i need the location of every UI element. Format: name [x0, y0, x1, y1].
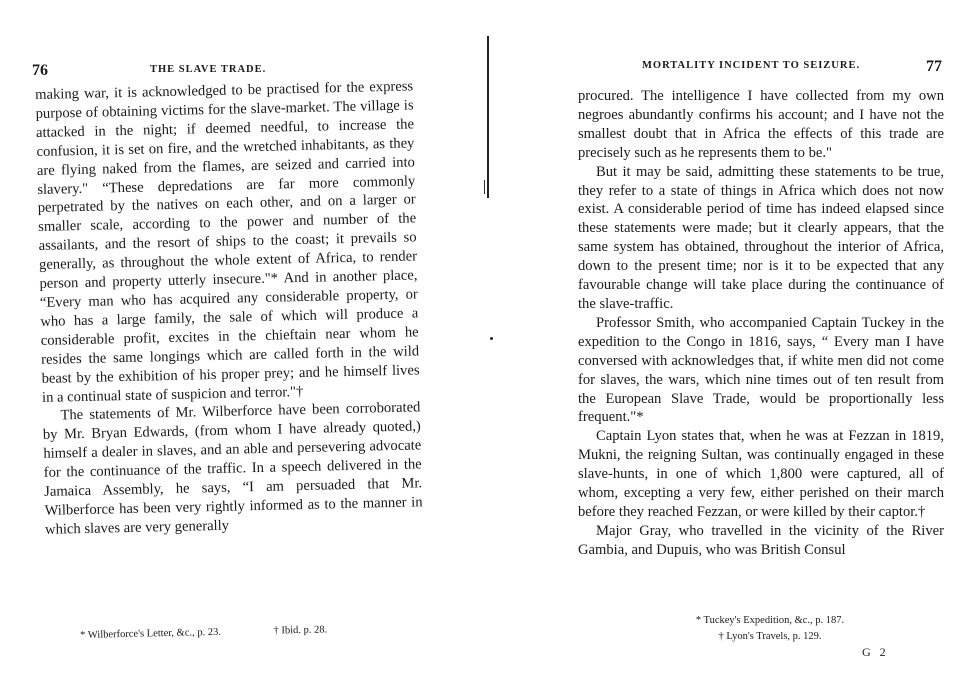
gutter-mark	[484, 180, 489, 194]
left-paragraph-1: making war, it is acknowledged to be practised for the express purpose of obtaining victims for the slave-market. The village is attacked in the night; if deemed needful, to increase the confusion, it is set on fire, and the wretched inhabitants, as they are flying naked from the flames, are seized and carried into slavery." “These depredations are far more commonly perpetrated by the natives on each other, and on a larger or smaller scale, according to the power and number of the assailants, and the resort of ships to the coast; it prevails so generally, as throughout the whole extent of Africa, to render person and property utterly insecure."* And in another place, “Every man who has acquired any considerable property, or who has a large family, the sale of which will produce a considerable profit, excites in the chieftain near whom he resides the same longings which are called forth in the wild beast by the exhibition of his proper prey; and he himself lives in a continual state of suspicion and terror."†	[35, 78, 420, 406]
right-page-number: 77	[926, 58, 942, 75]
right-paragraph-5: Major Gray, who travelled in the vicinity of the River Gambia, and Dupuis, who was British Consul	[578, 522, 944, 558]
right-body-text	[578, 87, 944, 560]
left-paragraph-2: The statements of Mr. Wilberforce have been corroborated by Mr. Bryan Edwards, (from whom I have already quoted,) himself a dealer in slaves, and an able and persevering advocate for the continuance of the traffic. In a speech delivered in the Jamaica Assembly, he says, “I am persuaded that Mr. Wilberforce has been very rightly informed as to the manner in which slaves are very generally	[42, 399, 423, 538]
left-footnote-2: † Ibid. p. 28.	[273, 624, 328, 637]
right-footnote-1: * Tuckey's Expedition, &c., p. 187.	[695, 615, 845, 626]
right-paragraph-3: Professor Smith, who accompanied Captain Tuckey in the expedition to the Congo in 1816, says, “ Every man I have conversed with acknowledges that, if white men did not come for slaves, the wars, which nine times out of ten result from the European Slave Trade, would be proportionally less frequent."*	[578, 314, 944, 426]
left-page	[0, 0, 470, 695]
signature-mark: G 2	[862, 645, 889, 659]
gutter-shadow-line	[487, 36, 489, 198]
right-paragraph-2: But it may be said, admitting these statements to be true, they refer to a state of things in Africa which does not now exist. A considerable period of time has indeed elapsed since these statements were made; but it clearly appears, that the same system has obtained, throughout the interior of Africa, down to the present time; nor is it to be expected that any favourable change will take place during the continuance of the slave-traffic.	[578, 163, 944, 312]
left-footnote-1: * Wilberforce's Letter, &c., p. 23.	[80, 626, 222, 641]
right-paragraph-4: Captain Lyon states that, when he was at Fezzan in 1819, Mukni, the reigning Sultan, was continually engaged in these slave-hunts, in one of which 1,800 were captured, all of whom, excepting a very few, either perished on their march before they reached Fezzan, or were killed by their captor.†	[578, 428, 944, 520]
right-footnotes	[640, 613, 900, 645]
left-footnotes	[80, 620, 420, 644]
right-paragraph-1: procured. The intelligence I have collected from my own negroes abundantly confirms his account; and I have not the smallest doubt that in Africa the effects of this trade are precisely such as he represents them to be."	[578, 88, 944, 161]
left-body-text	[35, 77, 423, 539]
right-page	[490, 0, 980, 695]
left-running-head: THE SLAVE TRADE.	[150, 64, 267, 75]
right-footnote-2: † Lyon's Travels, p. 129.	[718, 631, 822, 642]
right-running-head: MORTALITY INCIDENT TO SEIZURE.	[642, 60, 861, 71]
left-page-number: 76	[32, 62, 48, 79]
